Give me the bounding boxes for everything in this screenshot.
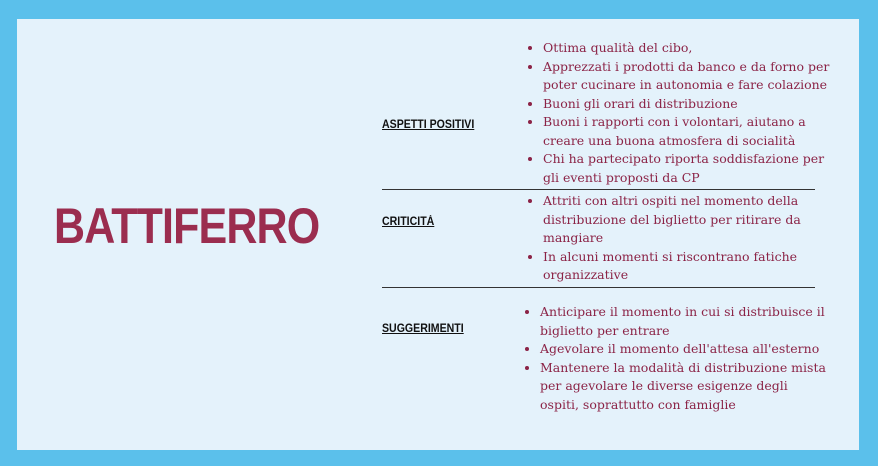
heading-suggerimenti: SUGGERIMENTI [382,323,464,335]
list-suggerimenti [524,303,830,414]
list-item: • Chi ha partecipato riporta soddisfazione per gli eventi proposti da CP [543,150,833,187]
section-divider [382,287,815,288]
heading-criticita: CRITICITÀ [382,216,435,228]
heading-aspetti-positivi: ASPETTI POSITIVI [382,119,475,131]
list-item: • Anticipare il momento in cui si distribuisce il biglietto per entrare [540,303,830,340]
list-criticita [527,192,833,285]
list-aspetti-positivi [527,39,833,187]
section-divider [382,189,815,190]
list-item: • Mantenere la modalità di distribuzione mista per agevolare le diverse esigenze degli ospiti, soprattutto con famiglie [540,359,830,415]
slide-title: BATTIFERRO [54,198,320,254]
slide-panel [17,19,859,450]
list-item: • Agevolare il momento dell'attesa all'esterno [540,340,830,359]
list-item: • Buoni i rapporti con i volontari, aiutano a creare una buona atmosfera di socialità [543,113,833,150]
list-item: • Ottima qualità del cibo, [543,39,833,58]
list-item: • Attriti con altri ospiti nel momento della distribuzione del biglietto per ritirare da mangiare [543,192,833,248]
list-item: • Buoni gli orari di distribuzione [543,95,833,114]
list-item: • Apprezzati i prodotti da banco e da forno per poter cucinare in autonomia e fare colazione [543,58,833,95]
list-item: • In alcuni momenti si riscontrano fatiche organizzative [543,248,833,285]
